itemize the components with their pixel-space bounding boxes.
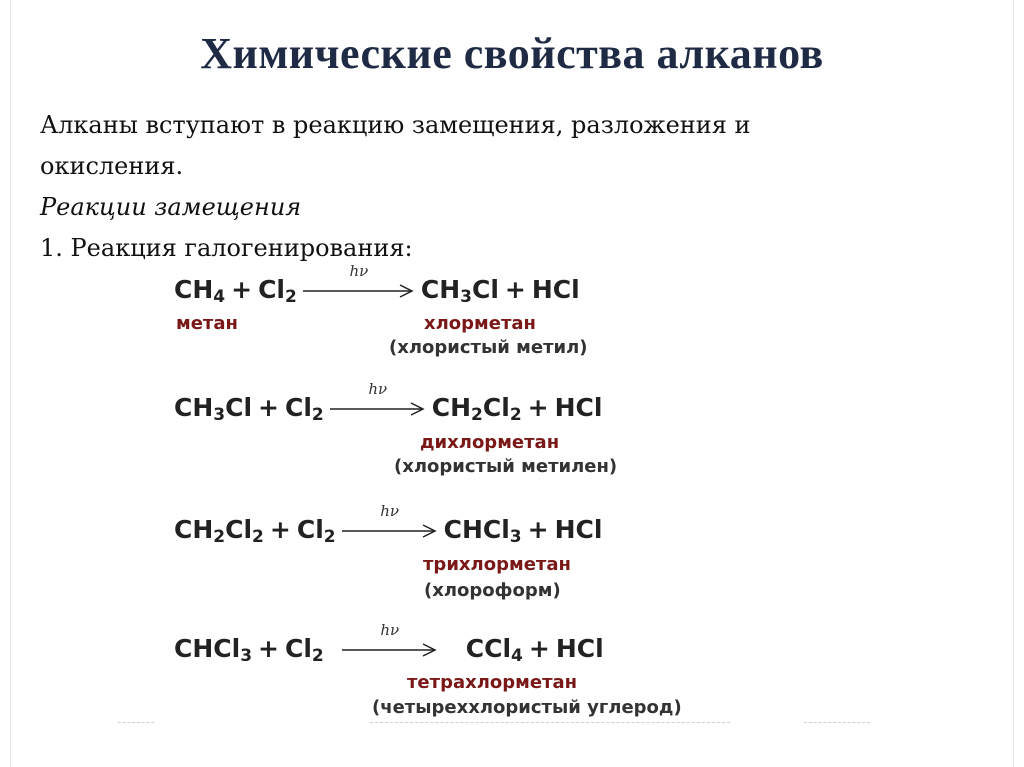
plus-sign: + xyxy=(527,515,549,544)
intro-list-item-1: 1. Реакция галогенирования: xyxy=(40,234,413,262)
product-1: $CH_3Cl$ xyxy=(420,275,499,307)
product-1: $CH_2Cl_2$ xyxy=(431,393,522,425)
reaction-1-equation xyxy=(174,262,580,307)
plus-sign: + xyxy=(527,393,549,422)
product-name: дихлорметан xyxy=(420,432,560,453)
reactant-a: $CH_3Cl$ xyxy=(174,393,253,425)
intro-text xyxy=(40,105,940,269)
intro-line-1: Алканы вступают в реакцию замещения, разложения и xyxy=(40,111,751,139)
light-label: hν xyxy=(380,621,400,639)
reactant-a: $CH_2Cl_2$ xyxy=(174,515,264,547)
plus-sign: + xyxy=(258,634,279,663)
reaction-arrow xyxy=(342,502,438,544)
intro-subheading: Реакции замещения xyxy=(40,193,302,221)
product-name: трихлорметан xyxy=(423,554,571,575)
product-2: HCl xyxy=(531,275,580,304)
reactant-name: метан xyxy=(176,313,238,334)
reaction-arrow xyxy=(303,262,415,304)
product-name: хлорметан xyxy=(424,313,536,334)
product-2: HCl xyxy=(554,515,603,544)
reactant-b: $Cl_2$ xyxy=(296,515,336,547)
reaction-3-equation xyxy=(174,502,603,547)
product-trivial-name: (хлористый метил) xyxy=(389,337,588,358)
product-trivial-name: (четыреххлористый углерод) xyxy=(372,697,682,718)
light-label: hν xyxy=(368,380,388,398)
reactant-a: $CH_4$ xyxy=(174,275,226,307)
reaction-4-equation xyxy=(174,621,604,666)
plus-sign: + xyxy=(231,275,253,304)
reaction-2-equation xyxy=(174,380,603,425)
reactant-a: CHCl$_3$ xyxy=(174,634,253,666)
intro-line-2: окисления. xyxy=(40,152,184,180)
product-trivial-name: (хлороформ) xyxy=(424,580,561,601)
product-1: CHCl$_3$ xyxy=(443,515,522,547)
light-label: hν xyxy=(349,262,369,280)
product-2: HCl xyxy=(555,634,604,663)
dotted-guide-middle xyxy=(370,722,730,723)
light-label: hν xyxy=(380,502,399,520)
product-name: тетрахлорметан xyxy=(407,672,578,693)
plus-sign: + xyxy=(528,634,550,663)
product-2: HCl xyxy=(554,393,603,422)
right-frame-line xyxy=(1013,0,1014,767)
plus-sign: + xyxy=(258,393,279,422)
reactant-b: $Cl_2$ xyxy=(285,393,324,425)
plus-sign: + xyxy=(269,515,291,544)
reactant-b: $Cl_2$ xyxy=(258,275,297,307)
reaction-arrow xyxy=(342,621,438,663)
plus-sign: + xyxy=(504,275,526,304)
reaction-arrow xyxy=(330,380,426,422)
slide-title: Химические свойства алканов xyxy=(200,29,824,78)
left-frame-line xyxy=(10,0,11,767)
product-1: CCl$_4$ xyxy=(465,634,523,666)
dotted-guide-left xyxy=(118,722,154,723)
product-trivial-name: (хлористый метилен) xyxy=(394,456,618,477)
reactant-b: $Cl_2$ xyxy=(284,634,324,666)
dotted-guide-right xyxy=(804,722,870,723)
